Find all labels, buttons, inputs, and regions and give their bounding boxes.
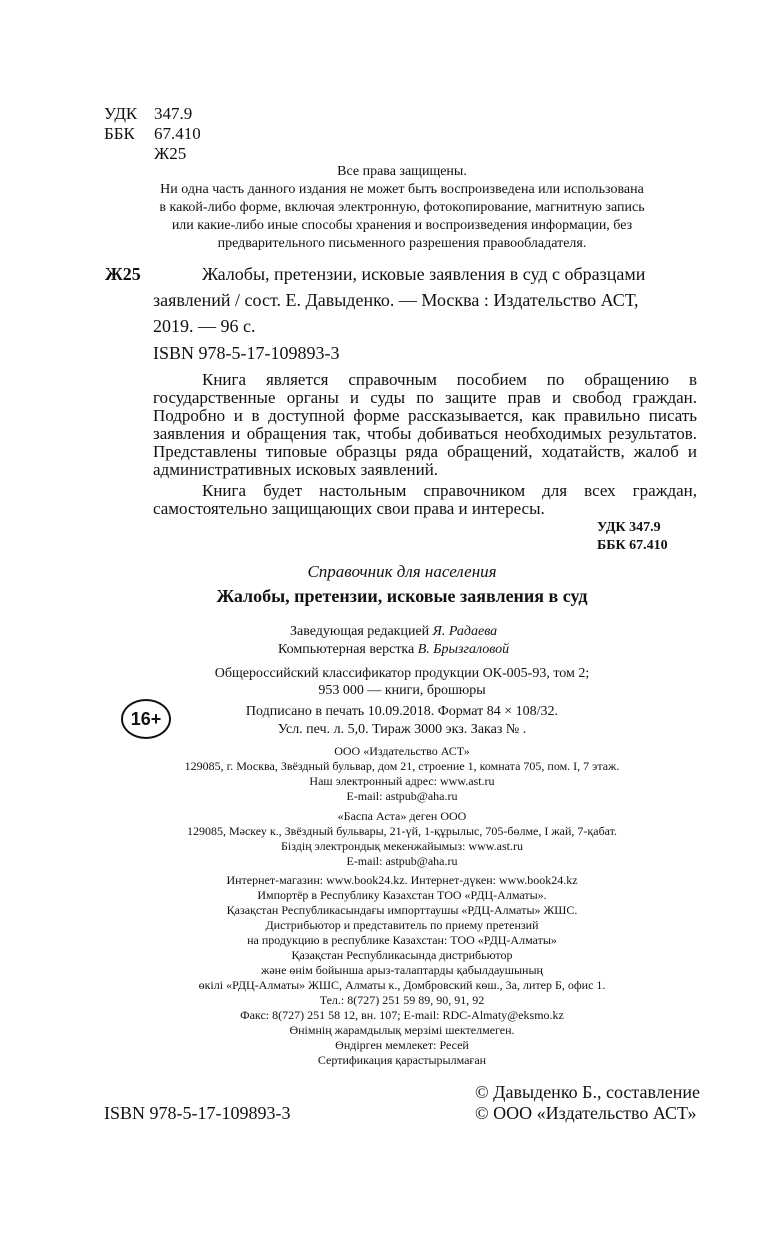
udc-code-right: УДК 347.9 — [597, 520, 661, 535]
rights-line: или какие-либо иные способы хранения и воспроизведения информации, без — [171, 218, 633, 233]
credit-editor — [290, 624, 497, 640]
book-title: Жалобы, претензии, исковые заявления в суд — [216, 586, 588, 606]
distribution-line: Сертификация қарастырылмаған — [317, 1053, 487, 1067]
rights-line: Все права защищены. — [337, 164, 467, 179]
abstract-line: Книга является справочным пособием по обращению в — [202, 370, 697, 389]
publisher-line: 129085, г. Москва, Звёздный бульвар, дом 21, строение 1, комната 705, пом. I, 7 этаж. — [184, 759, 620, 773]
credit-role: Компьютерная верстка — [278, 642, 415, 657]
abstract-line: Книга будет настольным справочником для всех граждан, — [202, 481, 697, 500]
isbn-bottom: ISBN 978-5-17-109893-3 — [104, 1103, 291, 1123]
credit-person: В. Брызгаловой — [417, 642, 510, 657]
bib-line-1: Жалобы, претензии, исковые заявления в суд с образцами — [202, 264, 646, 284]
distribution-line: Дистрибьютор и представитель по приему претензий — [265, 918, 539, 932]
author-mark — [104, 144, 186, 164]
abstract-line: Подробно и в доступной форме рассказывается, как правильно писать — [153, 406, 697, 425]
distribution-line: Қазақстан Республикасында дистрибьютор — [291, 948, 513, 962]
bbk-value: 67.410 — [154, 124, 201, 143]
publisher-line: Біздің электрондық мекенжайымыз: www.ast.ru — [281, 839, 523, 853]
publisher-line: E-mail: astpub@aha.ru — [346, 789, 458, 803]
bib-code: Ж25 — [105, 264, 141, 284]
credit-person: Я. Радаева — [432, 624, 498, 639]
bbk-code-right: ББК 67.410 — [597, 538, 668, 553]
bib-line-3: 2019. — 96 с. — [153, 316, 256, 336]
series-name: Справочник для населения — [307, 562, 497, 581]
publisher-line: «Баспа Аста» деген ООО — [337, 809, 467, 823]
abstract-line: административных исковых заявлений. — [153, 460, 439, 479]
bib-isbn: ISBN 978-5-17-109893-3 — [153, 343, 340, 363]
publisher-line: E-mail: astpub@aha.ru — [346, 854, 458, 868]
abstract-line: государственные органы и суды по защите прав и свобод граждан. — [153, 388, 697, 407]
distribution-line: Импортёр в Республику Казахстан ТОО «РДЦ-Алматы». — [257, 888, 547, 902]
publisher-line: Наш электронный адрес: www.ast.ru — [309, 774, 495, 788]
distribution-line: Тел.: 8(727) 251 59 89, 90, 91, 92 — [319, 993, 485, 1007]
bbk-label: ББК — [104, 124, 135, 143]
credit-role: Заведующая редакцией — [290, 624, 430, 639]
distribution-line: Интернет-магазин: www.book24.kz. Интернет-дүкен: www.book24.kz — [226, 873, 578, 887]
distribution-line: Өнімнің жарамдылық мерзімі шектелмеген. — [289, 1023, 515, 1037]
abstract-line: заявления и обращения так, чтобы добиваться необходимых результатов. — [153, 424, 697, 443]
classifier-line: Общероссийский классификатор продукции ОК-005-93, том 2; — [214, 666, 590, 681]
bbk-code — [104, 124, 201, 144]
distribution-line: Факс: 8(727) 251 58 12, вн. 107; E-mail: RDC-Almaty@eksmo.kz — [240, 1008, 564, 1022]
rights-line: предварительного письменного разрешения правообладателя. — [217, 236, 587, 251]
distribution-line: Қазақстан Республикасындағы импорттаушы «РДЦ-Алматы» ЖШС. — [226, 903, 578, 917]
udc-label: УДК — [104, 104, 138, 123]
publisher-line: ООО «Издательство АСТ» — [334, 744, 470, 758]
rights-line: в какой-либо форме, включая электронную, фотокопирование, магнитную запись — [159, 200, 645, 215]
bib-line-2: заявлений / сост. Е. Давыденко. — Москва : Издательство АСТ, — [153, 290, 639, 310]
copyright-publisher: © ООО «Издательство АСТ» — [475, 1103, 697, 1123]
print-info-line: Усл. печ. л. 5,0. Тираж 3000 экз. Заказ № . — [277, 722, 527, 737]
rights-line: Ни одна часть данного издания не может быть воспроизведена или использована — [160, 182, 644, 197]
udc-value: 347.9 — [154, 104, 193, 123]
credit-layout — [278, 642, 509, 658]
udc-code — [104, 104, 192, 124]
age-rating-badge: 16+ — [121, 699, 171, 739]
distribution-line: және өнім бойынша арыз-талаптарды қабылдаушының — [261, 963, 543, 977]
copyright-author: © Давыденко Б., составление — [475, 1082, 700, 1102]
publisher-line: 129085, Мәскеу к., Звёздный бульвары, 21-үй, 1-құрылыс, 705-бөлме, I жай, 7-қабат. — [186, 824, 618, 838]
distribution-line: на продукцию в республике Казахстан: ТОО «РДЦ-Алматы» — [247, 933, 557, 947]
abstract-line: Представлены типовые образцы ряда обращений, ходатайств, жалоб и — [153, 442, 697, 461]
classifier-line: 953 000 — книги, брошюры — [318, 683, 486, 698]
abstract-line: самостоятельно защищающих свои права и интересы. — [153, 499, 545, 518]
author-mark-value: Ж25 — [154, 144, 187, 163]
distribution-line: Өндірген мемлекет: Ресей — [335, 1038, 469, 1052]
distribution-line: өкілі «РДЦ-Алматы» ЖШС, Алматы к., Домбровский көш., 3а, литер Б, офис 1. — [198, 978, 606, 992]
print-info-line: Подписано в печать 10.09.2018. Формат 84 × 108/32. — [245, 704, 559, 719]
